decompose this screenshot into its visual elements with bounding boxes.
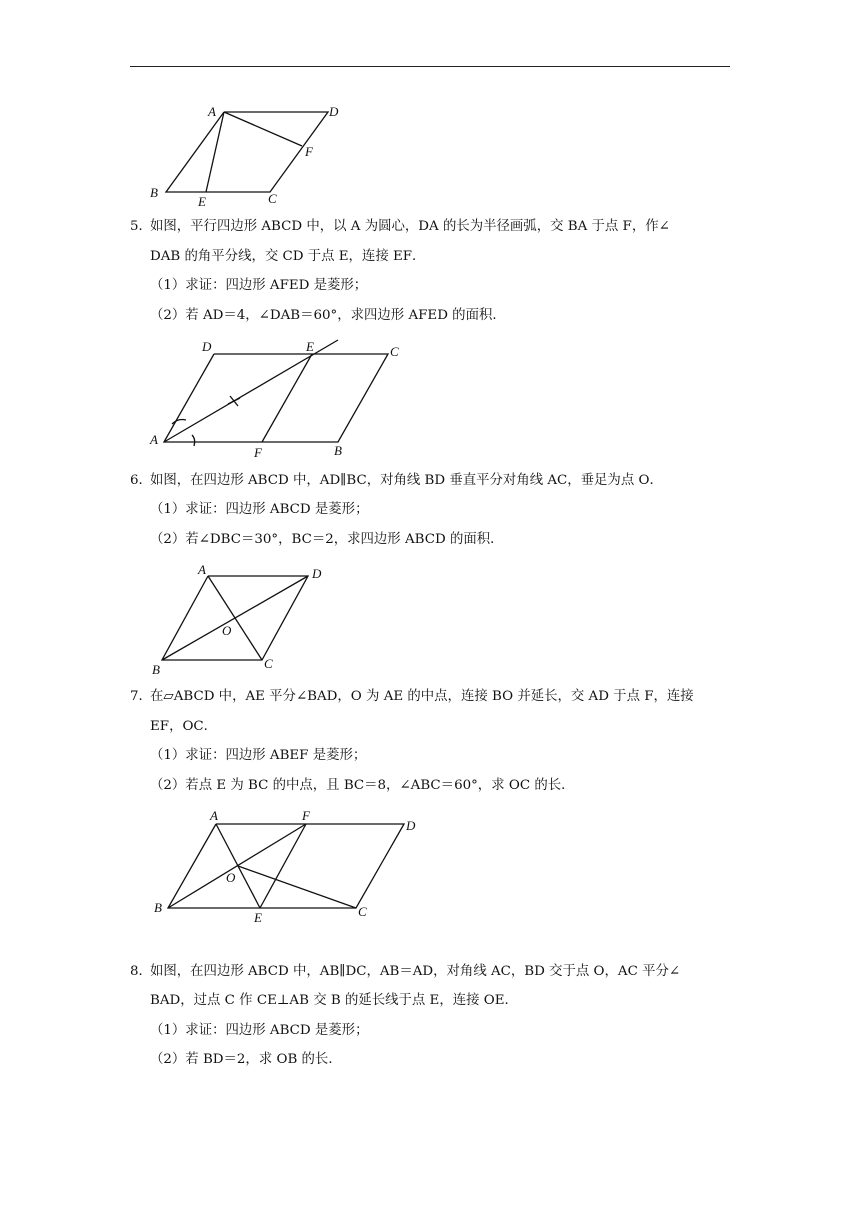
- label-b: B: [334, 443, 342, 458]
- label-d: D: [406, 818, 416, 833]
- figure-problem-5: [148, 336, 418, 462]
- figure-problem-6: [146, 560, 346, 676]
- problem-8-number: 8．: [130, 964, 152, 979]
- problem-8-part-1: （1）求证：四边形 ABCD 是菱形；: [150, 1023, 369, 1038]
- problem-5-number: 5．: [130, 219, 152, 234]
- figure-parallelogram-abcd-ef: [140, 98, 360, 210]
- label-b: B: [154, 900, 162, 915]
- problem-7-number: 7．: [130, 689, 152, 704]
- label-c: C: [264, 656, 273, 671]
- label-a: A: [198, 562, 206, 577]
- problem-6-number: 6．: [130, 473, 152, 488]
- label-e: E: [198, 194, 206, 209]
- label-c: C: [358, 904, 367, 919]
- problem-8-part-2: （2）若 BD＝2，求 OB 的长．: [150, 1052, 342, 1067]
- label-c: C: [390, 344, 399, 359]
- problem-7-line-2: EF，OC．: [150, 719, 218, 734]
- label-f: F: [305, 144, 313, 159]
- label-d: D: [312, 566, 322, 581]
- problem-5-line-2: DAB 的角平分线，交 CD 于点 E，连接 EF．: [150, 249, 426, 264]
- label-d: D: [202, 339, 212, 354]
- problem-8-line-2: BAD，过点 C 作 CE⊥AB 交 B 的延长线于点 E，连接 OE．: [150, 993, 518, 1008]
- problem-5-part-2: （2）若 AD＝4，∠DAB＝60°，求四边形 AFED 的面积．: [150, 308, 506, 323]
- label-e: E: [254, 910, 262, 925]
- label-d: D: [329, 104, 339, 119]
- problem-6-part-1: （1）求证：四边形 ABCD 是菱形；: [150, 502, 369, 517]
- problem-7-part-2: （2）若点 E 为 BC 的中点，且 BC＝8，∠ABC＝60°，求 OC 的长．: [150, 778, 575, 793]
- label-e: E: [306, 339, 314, 354]
- label-b: B: [150, 185, 158, 200]
- problem-7-part-1: （1）求证：四边形 ABEF 是菱形；: [150, 748, 367, 763]
- header-rule: [130, 66, 730, 67]
- problem-5-part-1: （1）求证：四边形 AFED 是菱形；: [150, 278, 368, 293]
- problem-7-line-1: 在▱ABCD 中，AE 平分∠BAD，O 为 AE 的中点，连接 BO 并延长，交 AD 于点 F，连接: [150, 689, 694, 704]
- label-f: F: [302, 808, 310, 823]
- label-o: O: [226, 870, 236, 885]
- label-b: B: [152, 662, 160, 677]
- label-a: A: [150, 432, 158, 447]
- label-a: A: [208, 104, 216, 119]
- problem-5-line-1: 如图，平行四边形 ABCD 中，以 A 为圆心，DA 的长为半径画弧，交 BA 于点 F，作∠: [150, 219, 670, 234]
- label-f: F: [254, 445, 262, 460]
- label-o: O: [222, 623, 232, 638]
- problem-8-line-1: 如图，在四边形 ABCD 中，AB∥DC，AB＝AD，对角线 AC，BD 交于点 O，AC 平分∠: [150, 964, 681, 979]
- problem-6-part-2: （2）若∠DBC＝30°，BC＝2，求四边形 ABCD 的面积．: [150, 532, 504, 547]
- problem-6-line-1: 如图，在四边形 ABCD 中，AD∥BC，对角线 BD 垂直平分对角线 AC，垂足为点 O．: [150, 473, 663, 488]
- figure-problem-7: [148, 806, 428, 926]
- label-c: C: [268, 191, 277, 206]
- label-a: A: [210, 808, 218, 823]
